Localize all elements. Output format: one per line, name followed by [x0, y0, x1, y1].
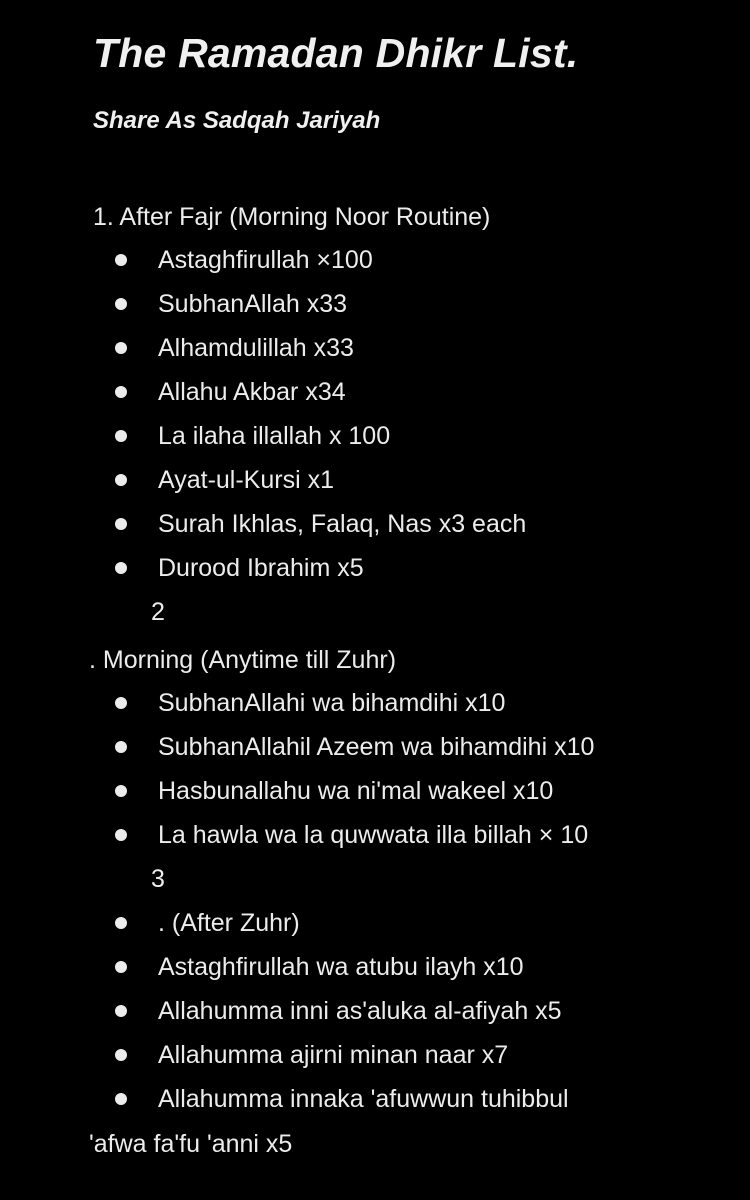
bullet-icon [115, 430, 127, 442]
list-item [115, 908, 300, 938]
section-2-number: 2 [151, 598, 165, 626]
bullet-icon [115, 961, 127, 973]
list-item-text: La hawla wa la quwwata illa billah × 10 [158, 821, 589, 849]
list-item [115, 688, 506, 718]
bullet-icon [115, 342, 127, 354]
list-item-text: Allahumma inni as'aluka al-afiyah x5 [158, 997, 562, 1025]
list-item-text: Alhamdulillah x33 [158, 334, 354, 362]
list-item [115, 996, 562, 1026]
bullet-icon [115, 785, 127, 797]
list-item-text: Surah Ikhlas, Falaq, Nas x3 each [158, 510, 527, 538]
list-item-text: Ayat-ul-Kursi x1 [158, 466, 334, 494]
list-item-text: SubhanAllahil Azeem wa bihamdihi x10 [158, 733, 595, 761]
list-item [115, 377, 346, 407]
list-item [115, 732, 595, 762]
section-1-heading: 1. After Fajr (Morning Noor Routine) [93, 203, 491, 231]
bullet-icon [115, 1049, 127, 1061]
list-item-text: Allahumma innaka 'afuwwun tuhibbul [158, 1085, 569, 1113]
bullet-icon [115, 474, 127, 486]
list-item [115, 245, 373, 275]
list-item [115, 1084, 569, 1114]
list-item [115, 553, 364, 583]
list-item [115, 820, 589, 850]
bullet-icon [115, 518, 127, 530]
list-item-text: SubhanAllahi wa bihamdihi x10 [158, 689, 506, 717]
bullet-icon [115, 254, 127, 266]
list-item-text: . (After Zuhr) [158, 909, 300, 937]
list-item [115, 333, 354, 363]
section-2-heading: . Morning (Anytime till Zuhr) [89, 646, 397, 674]
list-item-text: Allahu Akbar x34 [158, 378, 346, 406]
list-item [115, 1040, 509, 1070]
list-item-continuation: 'afwa fa'fu 'anni x5 [89, 1130, 293, 1158]
list-item [115, 952, 524, 982]
bullet-icon [115, 386, 127, 398]
page-title: The Ramadan Dhikr List. [93, 30, 579, 76]
bullet-icon [115, 829, 127, 841]
list-item [115, 421, 391, 451]
bullet-icon [115, 741, 127, 753]
list-item [115, 509, 527, 539]
bullet-icon [115, 697, 127, 709]
bullet-icon [115, 1093, 127, 1105]
list-item [115, 465, 334, 495]
bullet-icon [115, 917, 127, 929]
list-item-text: La ilaha illallah x 100 [158, 422, 391, 450]
list-item [115, 776, 554, 806]
list-item-text: Allahumma ajirni minan naar x7 [158, 1041, 509, 1069]
list-item-text: Astaghfirullah ×100 [158, 246, 373, 274]
list-item-text: SubhanAllah x33 [158, 290, 348, 318]
list-item [115, 289, 348, 319]
page-subtitle: Share As Sadqah Jariyah [93, 107, 381, 134]
list-item-text: Astaghfirullah wa atubu ilayh x10 [158, 953, 524, 981]
bullet-icon [115, 1005, 127, 1017]
list-item-text: Durood Ibrahim x5 [158, 554, 364, 582]
list-item-text: Hasbunallahu wa ni'mal wakeel x10 [158, 777, 554, 805]
bullet-icon [115, 562, 127, 574]
section-3-number: 3 [151, 865, 165, 893]
bullet-icon [115, 298, 127, 310]
